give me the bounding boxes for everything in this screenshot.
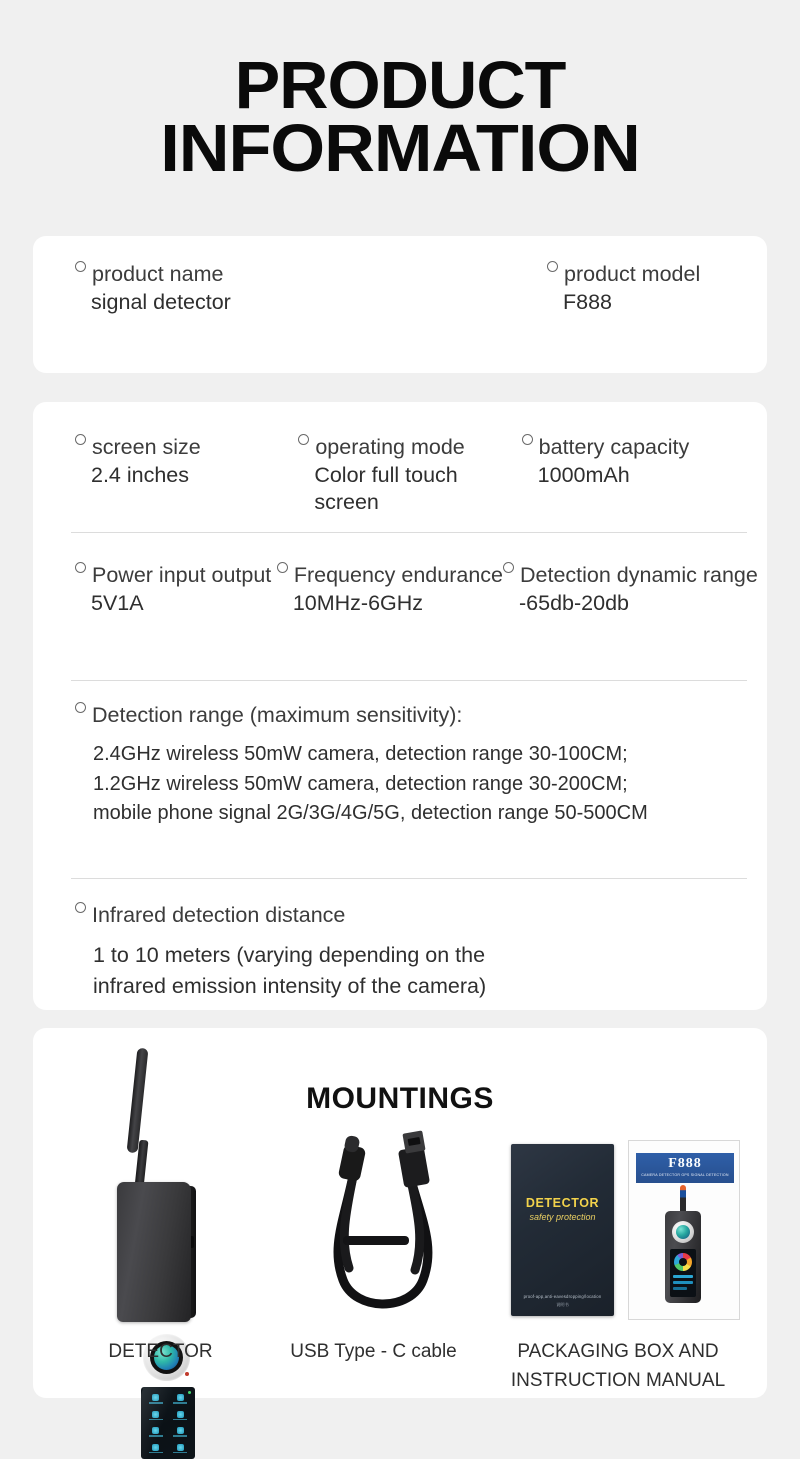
manual-device-screen [670, 1249, 696, 1297]
manual-header-banner [636, 1153, 734, 1183]
page-title [0, 0, 800, 187]
spec-screen-size [75, 434, 298, 516]
detection-range-line: 1.2GHz wireless 50mW camera, detection range 30-200CM; [93, 772, 628, 795]
spec-value: 1000mAh [537, 463, 630, 488]
usb-cable-drawing [283, 1128, 493, 1323]
manual-device-body [665, 1211, 701, 1303]
circle-bullet-icon [522, 434, 533, 445]
circle-bullet-icon [298, 434, 309, 445]
spec-label [75, 562, 277, 588]
wifi-icon [177, 1394, 184, 1401]
icon-label [173, 1419, 187, 1421]
spec-value: -65db-20db [519, 591, 629, 616]
specs-row-1 [75, 434, 745, 516]
icon-label [173, 1402, 187, 1404]
screen-app-icon-8 [169, 1441, 193, 1457]
spec-label-text: screen size [92, 435, 201, 459]
spec-label [75, 702, 743, 728]
spec-label [547, 261, 737, 287]
packaging-product-image [503, 1140, 753, 1322]
packaging-box [511, 1144, 614, 1316]
circle-bullet-icon [75, 261, 86, 272]
radar-icon [177, 1427, 184, 1434]
spec-label [298, 434, 521, 460]
spec-label-text: product model [564, 262, 701, 286]
icon-label [173, 1435, 187, 1437]
gear-icon [177, 1444, 184, 1451]
mounting-caption-cable: USB Type - C cable [290, 1341, 457, 1362]
usb-c-connector [338, 1135, 367, 1182]
manual-device-illustration [663, 1207, 703, 1303]
manual-antenna [680, 1185, 686, 1211]
spec-battery-capacity [522, 434, 745, 516]
specs-row-2 [75, 562, 758, 617]
mounting-caption-detector: DETECTOR [108, 1341, 213, 1362]
spec-label-text: product name [92, 262, 224, 286]
screen-app-icon-6 [169, 1424, 193, 1440]
dial-center [679, 1258, 687, 1266]
spec-label-text: Frequency endurance [293, 563, 503, 587]
box-subtitle-text: safety protection [529, 1212, 596, 1222]
manual-lens-glass [676, 1225, 690, 1239]
infrared-lines [75, 940, 743, 1001]
spec-label-text: Infrared detection distance [92, 903, 346, 927]
magnet-icon [177, 1411, 184, 1418]
basic-info-row [75, 261, 737, 316]
infrared-line: 1 to 10 meters (varying depending on the [93, 943, 486, 968]
screen-bar [673, 1281, 693, 1284]
infrared-line: infrared emission intensity of the camera) [93, 973, 487, 998]
instruction-manual [628, 1140, 740, 1320]
spec-value: 2.4 inches [91, 463, 190, 488]
spec-power-input-output [75, 562, 277, 617]
spec-detection-range [75, 702, 743, 829]
page-title-line-2: INFORMATION [160, 111, 640, 187]
detection-range-line: 2.4GHz wireless 50mW camera, detection range 30-100CM; [93, 743, 628, 766]
spec-value: F888 [563, 290, 613, 315]
device-body [117, 1182, 191, 1322]
antenna-rod [127, 1048, 149, 1154]
mountings-items [33, 1028, 767, 1398]
screen-bar [673, 1275, 693, 1278]
box-footer-secondary-text: 说明书 [556, 1302, 569, 1307]
spec-label-text: Detection range (maximum sensitivity): [92, 703, 463, 727]
mounting-caption-packaging: PACKAGING BOX AND INSTRUCTION MANUAL [510, 1341, 726, 1391]
spec-value: 5V1A [91, 591, 144, 616]
circle-bullet-icon [75, 702, 86, 713]
spec-label [277, 562, 503, 588]
circle-bullet-icon [75, 434, 86, 445]
circle-bullet-icon [503, 562, 514, 573]
screen-bar [673, 1287, 687, 1290]
spec-product-name [75, 261, 547, 316]
spec-operating-mode [298, 434, 521, 516]
detection-range-line: mobile phone signal 2G/3G/4G/5G, detection range 50-500CM [93, 802, 648, 825]
spec-label-text: Detection dynamic range [520, 563, 758, 587]
circle-bullet-icon [75, 562, 86, 573]
manual-subtitle-text: CAMERA DETECTOR GPS SIGNAL DETECTION [641, 1173, 729, 1177]
spec-infrared-distance [75, 902, 743, 1001]
manual-camera-lens-icon [672, 1221, 694, 1243]
spec-label [522, 434, 745, 460]
spec-value: Color full touch screen [314, 463, 458, 515]
spec-label-text: battery capacity [538, 435, 690, 459]
circle-bullet-icon [547, 261, 558, 272]
circle-bullet-icon [277, 562, 288, 573]
mountings-title: MOUNTINGS [306, 1082, 494, 1115]
spec-label-text: Power input output [92, 563, 272, 587]
mountings-card [33, 1028, 767, 1398]
device-screen [141, 1387, 195, 1459]
detection-range-lines [75, 740, 743, 829]
spec-label [503, 562, 758, 588]
spec-label [75, 261, 547, 287]
box-title-text: DETECTOR [525, 1196, 600, 1210]
detector-product-image [101, 1040, 221, 1330]
usb-a-housing [398, 1146, 430, 1188]
spec-value: signal detector [91, 290, 231, 315]
usb-cable-product-image [283, 1128, 493, 1323]
spec-product-model [547, 261, 737, 316]
basic-info-card [33, 236, 767, 373]
page-title-line-1: PRODUCT [234, 48, 566, 123]
spec-frequency-endurance [277, 562, 503, 617]
divider [71, 680, 747, 681]
spec-label [75, 434, 298, 460]
circle-bullet-icon [75, 902, 86, 913]
icon-label [173, 1452, 187, 1454]
usb-a-connector [398, 1130, 430, 1188]
spec-label-text: operating mode [315, 435, 465, 459]
spec-detection-dynamic-range [503, 562, 758, 617]
specifications-card [33, 402, 767, 1010]
spec-value: 10MHz-6GHz [292, 591, 424, 616]
lens-indicator-dot [185, 1372, 189, 1376]
box-footer-text: proof-app,anti-eavesdropping/location [523, 1294, 602, 1299]
divider [71, 878, 747, 879]
divider [71, 532, 747, 533]
spec-label [75, 902, 743, 928]
cable-tie [343, 1236, 409, 1245]
color-dial-icon [674, 1253, 692, 1271]
manual-title-text: F888 [668, 1156, 702, 1171]
